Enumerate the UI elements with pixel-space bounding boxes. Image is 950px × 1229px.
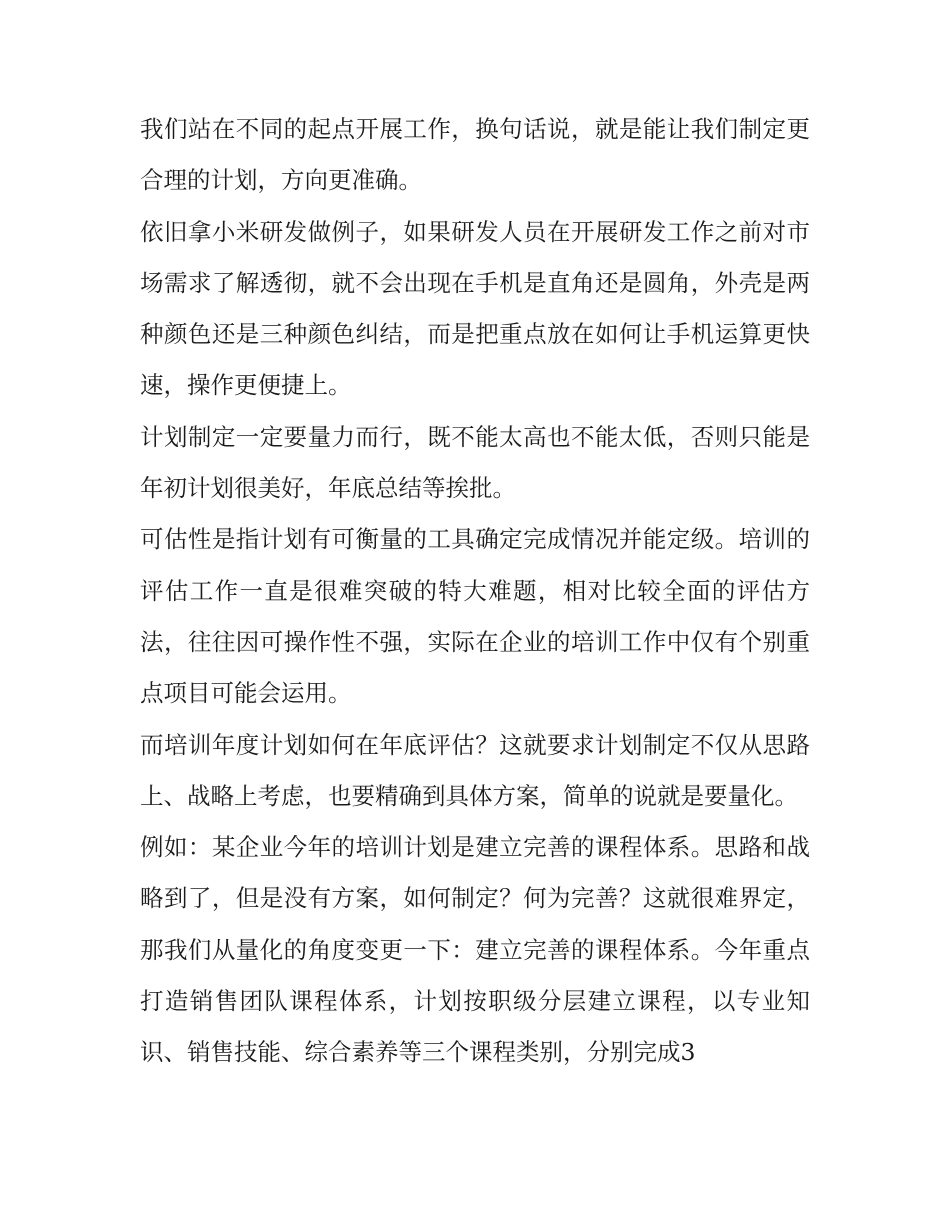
paragraph-5: 而培训年度计划如何在年底评估？这就要求计划制定不仅从思路上、战略上考虑，也要精确到具体方案，简单的说就是要量化。 [140, 730, 810, 810]
document-body [140, 104, 810, 1079]
paragraph-6: 例如：某企业今年的培训计划是建立完善的课程体系。思路和战略到了，但是没有方案，如何制定？何为完善？这就很难界定，那我们从量化的角度变更一下：建立完善的课程体系。今年重点打造销售团队课程体系，计划按职级分层建立课程，以专业知识、销售技能、综合素养等三个课程类别，分别完成3 [140, 833, 810, 1067]
paragraph-1: 我们站在不同的起点开展工作，换句话说，就是能让我们制定更合理的计划，方向更准确。 [140, 115, 810, 195]
paragraph-4: 可估性是指计划有可衡量的工具确定完成情况并能定级。培训的评估工作一直是很难突破的特大难题，相对比较全面的评估方法，往往因可操作性不强，实际在企业的培训工作中仅有个别重点项目可能会运用。 [140, 525, 810, 708]
paragraph-2: 依旧拿小米研发做例子，如果研发人员在开展研发工作之前对市场需求了解透彻，就不会出现在手机是直角还是圆角，外壳是两种颜色还是三种颜色纠结，而是把重点放在如何让手机运算更快速，操作更便捷上。 [140, 217, 810, 400]
paragraph-3: 计划制定一定要量力而行，既不能太高也不能太低，否则只能是年初计划很美好，年底总结等挨批。 [140, 422, 810, 503]
